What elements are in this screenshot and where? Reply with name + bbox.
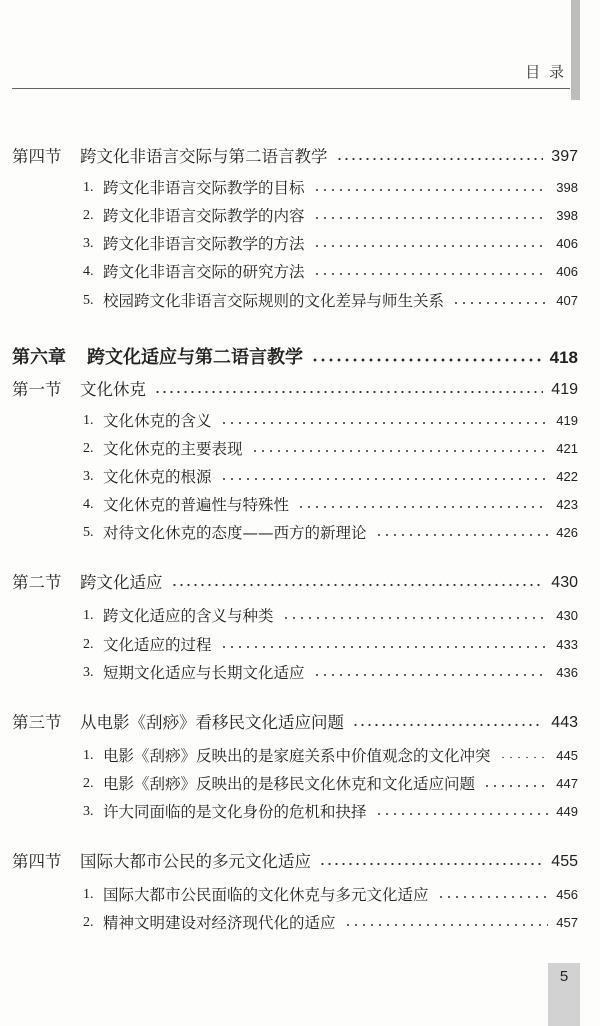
dot-leader — [319, 862, 543, 866]
dot-leader — [452, 301, 548, 305]
toc-item-row — [83, 291, 578, 311]
page-number: 433 — [556, 637, 578, 652]
item-title: 跨文化适应的含义与种类 — [103, 607, 274, 625]
item-number: 1. — [83, 608, 94, 623]
item-title: 文化休克的普遍性与特殊性 — [103, 496, 290, 514]
item-title: 电影《刮痧》反映出的是家庭关系中价值观念的文化冲突 — [103, 747, 491, 765]
toc-item-row — [83, 885, 578, 905]
item-number: 2. — [83, 915, 94, 930]
item-number: 1. — [83, 887, 94, 902]
toc-section-row — [12, 712, 578, 734]
page-number: 407 — [556, 293, 578, 308]
toc-section-row — [12, 572, 578, 594]
page-number: 447 — [556, 776, 578, 791]
item-number: 2. — [83, 208, 94, 223]
section-title: 跨文化非语言交际与第二语言教学 — [80, 147, 328, 166]
toc-item-row — [83, 774, 578, 794]
section-title: 跨文化适应 — [80, 573, 163, 592]
page-number: 430 — [551, 574, 578, 591]
page-number: 397 — [551, 148, 578, 165]
toc-item-row — [83, 523, 578, 543]
section-label: 第四节 — [12, 147, 62, 166]
page-number: 449 — [556, 804, 578, 819]
section-title: 从电影《刮痧》看移民文化适应问题 — [80, 713, 344, 732]
item-number: 5. — [83, 293, 94, 308]
item-title: 短期文化适应与长期文化适应 — [103, 664, 305, 682]
toc-section-row — [12, 379, 578, 401]
page-number: 426 — [556, 525, 578, 540]
item-title: 跨文化非语言交际教学的方法 — [103, 235, 305, 253]
section-label: 第一节 — [12, 380, 62, 399]
item-number: 3. — [83, 469, 94, 484]
dot-leader — [297, 505, 548, 509]
page-number: 406 — [556, 264, 578, 279]
item-number: 2. — [83, 637, 94, 652]
page-number: 421 — [556, 441, 578, 456]
toc-item-row — [83, 467, 578, 487]
page-number: 419 — [556, 413, 578, 428]
item-title: 国际大都市公民面临的文化休克与多元文化适应 — [103, 886, 429, 904]
page-number: 457 — [556, 915, 578, 930]
toc-item-row — [83, 439, 578, 459]
toc-item-row — [83, 178, 578, 198]
dot-leader — [220, 421, 549, 425]
item-number: 3. — [83, 804, 94, 819]
toc-item-row — [83, 606, 578, 626]
page-number: 422 — [556, 469, 578, 484]
page-number: 423 — [556, 497, 578, 512]
item-number: 4. — [83, 497, 94, 512]
item-number: 2. — [83, 441, 94, 456]
item-title: 校园跨文化非语言交际规则的文化差异与师生关系 — [103, 292, 445, 310]
item-number: 2. — [83, 776, 94, 791]
item-number: 5. — [83, 525, 94, 540]
page-number: 419 — [551, 381, 578, 398]
item-number: 1. — [83, 413, 94, 428]
toc-item-row — [83, 206, 578, 226]
dot-leader — [313, 216, 549, 220]
folio-page-number: 5 — [559, 968, 569, 985]
page-number: 455 — [551, 853, 578, 870]
item-title: 文化休克的主要表现 — [103, 440, 243, 458]
section-label: 第四节 — [12, 852, 62, 871]
dot-leader — [344, 923, 549, 927]
dot-leader — [336, 157, 544, 161]
dot-leader — [220, 645, 549, 649]
item-title: 文化休克的含义 — [103, 412, 212, 430]
page-number: 456 — [556, 887, 578, 902]
item-number: 4. — [83, 264, 94, 279]
toc-section-row — [12, 146, 578, 168]
page-number: 398 — [556, 208, 578, 223]
toc-item-row — [83, 746, 578, 766]
page-number: 445 — [556, 748, 578, 763]
dot-leader — [313, 673, 549, 677]
toc-item-row — [83, 913, 578, 933]
dot-leader — [220, 477, 549, 481]
item-title: 跨文化非语言交际教学的目标 — [103, 179, 305, 197]
dot-leader — [313, 188, 549, 192]
dot-leader — [154, 390, 543, 394]
toc-item-row — [83, 635, 578, 655]
item-title: 许大同面临的是文化身份的危机和抉择 — [103, 803, 367, 821]
toc-item-row — [83, 495, 578, 515]
header-divider — [12, 88, 570, 89]
page-number: 430 — [556, 608, 578, 623]
toc-section-row — [12, 851, 578, 873]
item-number: 1. — [83, 180, 94, 195]
section-label: 第二节 — [12, 573, 62, 592]
dot-leader — [437, 895, 549, 899]
dot-leader — [311, 358, 542, 362]
dot-leader — [313, 244, 549, 248]
toc-chapter-row — [12, 346, 578, 370]
page-number: 443 — [551, 714, 578, 731]
page-number: 418 — [549, 348, 578, 367]
section-title: 文化休克 — [80, 380, 146, 399]
dot-leader — [282, 616, 549, 620]
dot-leader — [251, 449, 549, 453]
item-title: 跨文化非语言交际的研究方法 — [103, 263, 305, 281]
toc-item-row — [83, 234, 578, 254]
section-title: 国际大都市公民的多元文化适应 — [80, 852, 311, 871]
section-label: 第三节 — [12, 713, 62, 732]
dot-leader — [483, 784, 548, 788]
toc-item-row — [83, 663, 578, 683]
item-number: 3. — [83, 236, 94, 251]
dot-leader — [313, 272, 549, 276]
toc-item-row — [83, 262, 578, 282]
dot-leader — [375, 812, 549, 816]
dot-leader — [352, 723, 543, 727]
item-title: 精神文明建设对经济现代化的适应 — [103, 914, 336, 932]
chapter-title: 跨文化适应与第二语言教学 — [87, 347, 303, 368]
toc-item-row — [83, 411, 578, 431]
item-title: 文化适应的过程 — [103, 636, 212, 654]
running-header: 目 录 — [525, 63, 566, 81]
page-number: 398 — [556, 180, 578, 195]
item-title: 电影《刮痧》反映出的是移民文化休克和文化适应问题 — [103, 775, 476, 793]
item-title: 跨文化非语言交际教学的内容 — [103, 207, 305, 225]
dash-leader — [499, 756, 549, 758]
chapter-label: 第六章 — [12, 347, 66, 368]
page-number: 436 — [556, 665, 578, 680]
item-title: 文化休克的根源 — [103, 468, 212, 486]
toc-item-row — [83, 802, 578, 822]
item-number: 1. — [83, 748, 94, 763]
item-number: 3. — [83, 665, 94, 680]
page-edge-tab — [571, 0, 580, 100]
item-title: 对待文化休克的态度——西方的新理论 — [103, 524, 367, 542]
dot-leader — [375, 533, 549, 537]
page-number: 406 — [556, 236, 578, 251]
dot-leader — [171, 583, 544, 587]
